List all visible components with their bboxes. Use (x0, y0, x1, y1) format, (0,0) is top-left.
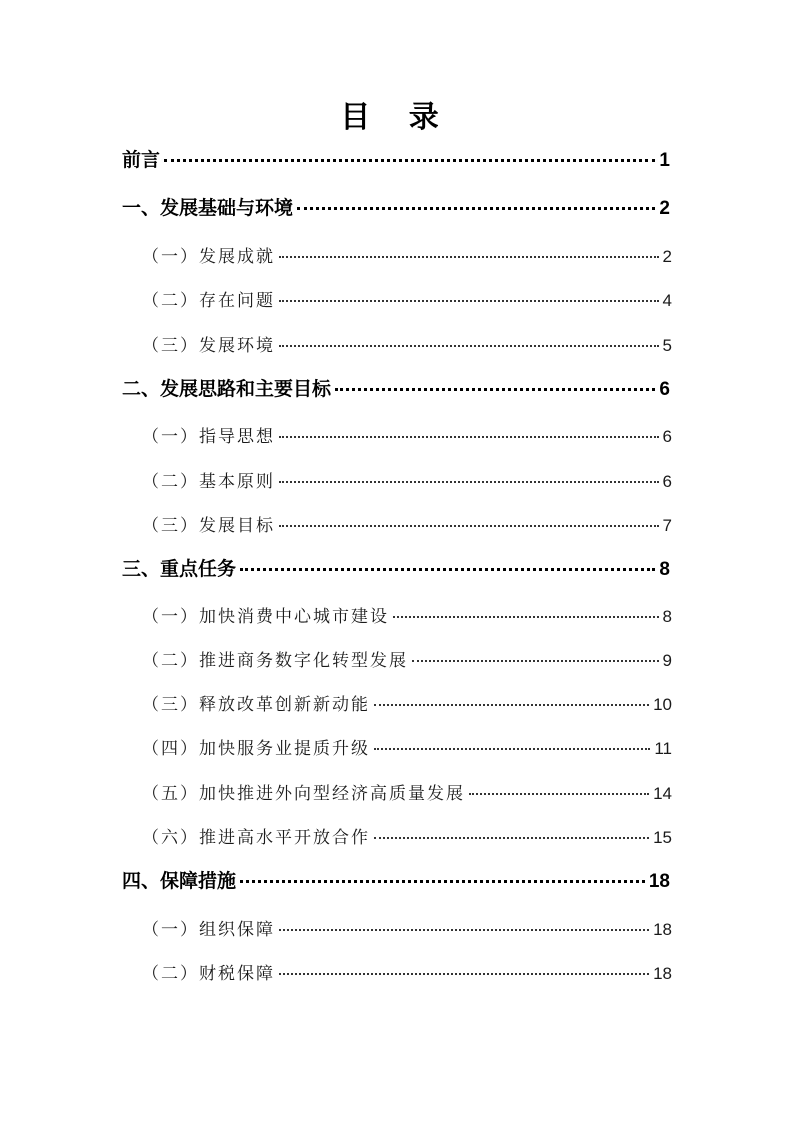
toc-page-number: 8 (662, 607, 672, 626)
toc-entry-chapter-3[interactable] (122, 554, 670, 584)
toc-entry-label: （一）发展成就 (142, 247, 275, 267)
dot-leader (297, 207, 655, 210)
toc-page-number: 18 (653, 964, 672, 983)
toc-entry-label: （一）组织保障 (142, 920, 275, 940)
toc-entry-label: 二、发展思路和主要目标 (122, 378, 332, 400)
dot-leader (374, 704, 649, 706)
toc-page-number: 11 (654, 739, 672, 758)
dot-leader (279, 345, 659, 347)
dot-leader (240, 880, 645, 883)
toc-page-number: 6 (659, 379, 670, 400)
toc-entry-section[interactable] (142, 690, 672, 720)
toc-page-number: 18 (653, 920, 672, 939)
dot-leader (412, 660, 659, 662)
toc-entry-label: 三、重点任务 (122, 558, 237, 580)
toc-entry-label: （三）发展目标 (142, 516, 275, 536)
toc-page-number: 18 (648, 871, 670, 892)
toc-entry-label: （三）发展环境 (142, 336, 275, 356)
toc-entry-label: 四、保障措施 (122, 870, 237, 892)
toc-entry-label: （二）基本原则 (142, 472, 275, 492)
toc-entry-chapter-1[interactable] (122, 193, 670, 223)
dot-leader (240, 568, 655, 571)
dot-leader (279, 436, 659, 438)
toc-page-number: 7 (662, 516, 672, 535)
toc-entry-section[interactable] (142, 331, 672, 361)
dot-leader (164, 159, 655, 162)
dot-leader (335, 388, 655, 391)
toc-entry-label: （二）存在问题 (142, 291, 275, 311)
dot-leader (469, 793, 649, 795)
dot-leader (279, 300, 659, 302)
dot-leader (393, 616, 659, 618)
toc-entry-section[interactable] (142, 467, 672, 497)
toc-page-number: 8 (659, 559, 670, 580)
toc-entry-section[interactable] (142, 779, 672, 809)
toc-entry-section[interactable] (142, 959, 672, 989)
toc-entry-chapter-4[interactable] (122, 866, 670, 896)
toc-entry-section[interactable] (142, 286, 672, 316)
toc-page-number: 5 (662, 336, 672, 355)
toc-entry-label: （二）财税保障 (142, 964, 275, 984)
toc-entry-label: （三）释放改革创新新动能 (142, 695, 370, 715)
toc-entry-chapter-2[interactable] (122, 374, 670, 404)
toc-page-number: 2 (662, 247, 672, 266)
toc-entry-section[interactable] (142, 422, 672, 452)
toc-entry-label: （六）推进高水平开放合作 (142, 828, 370, 848)
toc-page-number: 1 (659, 150, 670, 171)
toc-entry-section[interactable] (142, 915, 672, 945)
toc-entry-section[interactable] (142, 823, 672, 853)
toc-entry-label: （五）加快推进外向型经济高质量发展 (142, 784, 465, 804)
dot-leader (279, 973, 649, 975)
dot-leader (374, 837, 649, 839)
toc-page-number: 4 (662, 291, 672, 310)
toc-entry-label: 前言 (122, 149, 161, 171)
toc-entry-section[interactable] (142, 602, 672, 632)
toc-entry-label: 一、发展基础与环境 (122, 197, 294, 219)
toc-entry-label: （一）加快消费中心城市建设 (142, 607, 389, 627)
dot-leader (374, 748, 650, 750)
toc-page-number: 9 (662, 651, 672, 670)
toc-page-number: 6 (662, 472, 672, 491)
dot-leader (279, 481, 659, 483)
toc-entry-label: （一）指导思想 (142, 427, 275, 447)
toc-entry-section[interactable] (142, 646, 672, 676)
dot-leader (279, 525, 659, 527)
dot-leader (279, 929, 649, 931)
toc-entry-section[interactable] (142, 242, 672, 272)
toc-page-number: 15 (653, 828, 672, 847)
toc-entry-section[interactable] (142, 511, 672, 541)
toc-page-number: 2 (659, 198, 670, 219)
toc-page-number: 6 (662, 427, 672, 446)
toc-title: 目 录 (340, 100, 453, 135)
toc-page-number: 10 (653, 695, 672, 714)
toc-page-number: 14 (653, 784, 672, 803)
toc-entry-preface[interactable] (122, 145, 670, 175)
toc-entry-label: （二）推进商务数字化转型发展 (142, 651, 408, 671)
toc-entry-section[interactable] (142, 734, 672, 764)
dot-leader (279, 256, 659, 258)
toc-entry-label: （四）加快服务业提质升级 (142, 739, 370, 759)
